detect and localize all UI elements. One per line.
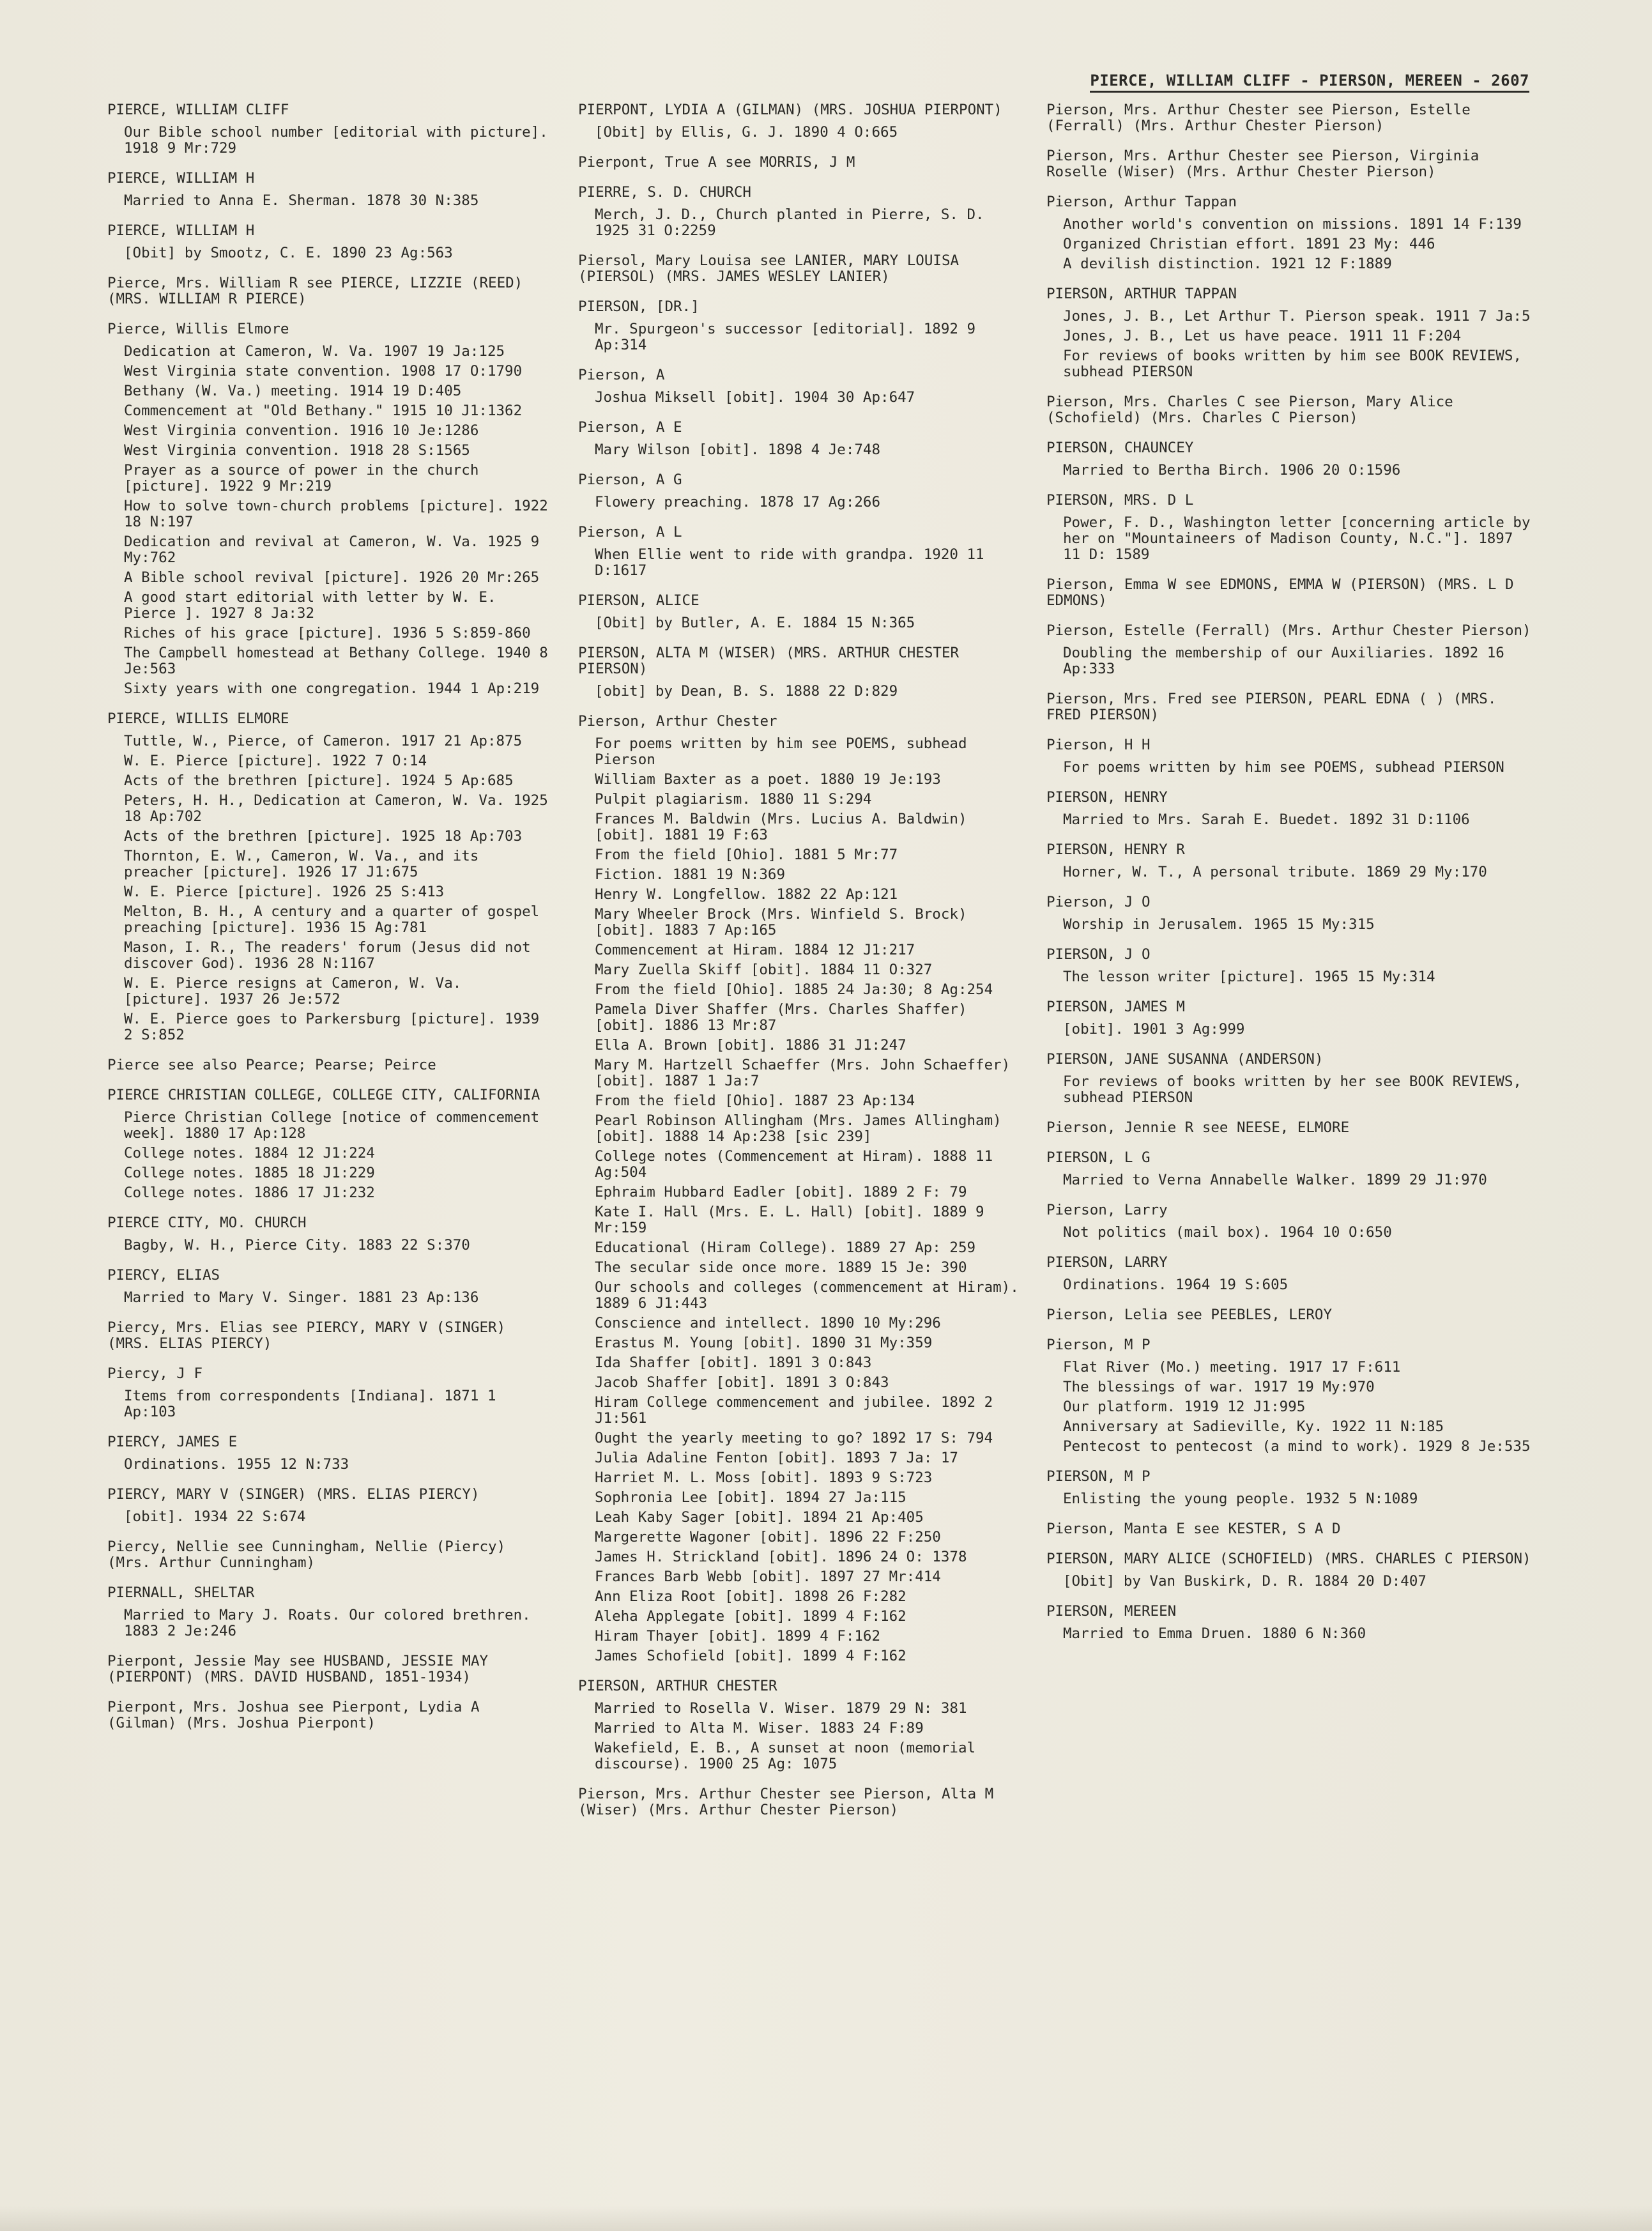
entry-citation: For reviews of books written by him see BOOK REVIEWS, subhead PIERSON [1063,348,1522,380]
entry-heading: PIERSON, JANE SUSANNA (ANDERSON) [1046,1051,1324,1068]
entry-citation: Power, F. D., Washington letter [concerning article by her on "Mountaineers of Madison County, N.C."]. 1897 11 D: 1589 [1063,514,1531,563]
index-entry [107,1087,548,1201]
entry-heading: Pierson, A G [578,471,682,488]
entry-heading: Pierson, Jennie R see NEESE, ELMORE [1046,1119,1350,1136]
entry-heading: PIERSON, MRS. D L [1046,492,1194,509]
index-entry [1046,394,1532,426]
entry-heading: PIERCE CITY, MO. CHURCH [107,1215,307,1231]
entry-citation: Mason, I. R., The readers' forum (Jesus did not discover God). 1936 28 N:1167 [124,939,531,972]
column-right [1046,102,1532,1656]
entry-heading: Pierce see also Pearce; Pearse; Peirce [107,1057,436,1073]
index-entry [107,102,548,157]
index-entry [578,472,1025,510]
entry-citation: Pierce Christian College [notice of commencement week]. 1880 17 Ap:128 [124,1109,540,1142]
index-entry [578,1678,1025,1772]
index-entry [1046,1521,1532,1537]
entry-citation: Married to Emma Druen. 1880 6 N:360 [1063,1625,1366,1642]
entry-heading: Pierson, M P [1046,1337,1151,1353]
entry-heading: Piercy, J F [107,1365,203,1382]
entry-heading: Pierson, H H [1046,737,1151,753]
entry-citation: Married to Rosella V. Wiser. 1879 29 N: 381 [595,1700,967,1717]
index-entry [107,1268,548,1306]
entry-heading: PIERCE CHRISTIAN COLLEGE, COLLEGE CITY, CALIFORNIA [107,1087,540,1103]
entry-citation: Married to Mary J. Roats. Our colored brethren. 1883 2 Je:246 [124,1607,531,1639]
scan-shadow [0,2205,1652,2231]
entry-citation: Our Bible school number [editorial with picture]. 1918 9 Mr:729 [124,124,548,157]
entry-citation: Merch, J. D., Church planted in Pierre, S. D. 1925 31 O:2259 [595,206,984,239]
index-entry [107,171,548,209]
entry-citation: [obit] by Dean, B. S. 1888 22 D:829 [595,683,898,700]
entry-heading: PIERSON, ARTHUR TAPPAN [1046,286,1237,302]
index-entry [107,1653,548,1685]
entry-citation: Dedication and revival at Cameron, W. Va. 1925 9 My:762 [124,533,540,566]
entry-citation: Leah Kaby Sager [obit]. 1894 21 Ap:405 [595,1509,924,1526]
entry-heading: Pierce, Willis Elmore [107,321,289,337]
entry-heading: PIERSON, MARY ALICE (SCHOFIELD) (MRS. CHARLES C PIERSON) [1046,1551,1531,1567]
index-entry [1046,493,1532,563]
entry-heading: PIERSON, L G [1046,1149,1151,1166]
entry-citation: Bethany (W. Va.) meeting. 1914 19 D:405 [124,383,462,399]
entry-heading: Pierson, A E [578,419,682,436]
entry-heading: PIERCE, WILLIS ELMORE [107,710,289,727]
entry-heading: PIERCE, WILLIAM CLIFF [107,102,289,118]
entry-citation: [obit]. 1934 22 S:674 [124,1508,306,1525]
entry-citation: Thornton, E. W., Cameron, W. Va., and its preacher [picture]. 1926 17 J1:675 [124,848,479,880]
entry-citation: W. E. Pierce goes to Parkersburg [picture]. 1939 2 S:852 [124,1011,540,1043]
index-entry [107,711,548,1043]
entry-heading: Pierson, Mrs. Arthur Chester see Pierson, Estelle (Ferrall) (Mrs. Arthur Chester Pierson) [1046,102,1471,134]
entry-citation: Kate I. Hall (Mrs. E. L. Hall) [obit]. 1889 9 Mr:159 [595,1204,984,1236]
entry-citation: Erastus M. Young [obit]. 1890 31 My:359 [595,1335,933,1351]
entry-heading: PIERCE, WILLIAM H [107,170,255,187]
entry-citation: [obit]. 1901 3 Ag:999 [1063,1021,1245,1038]
entry-heading: Piersol, Mary Louisa see LANIER, MARY LOUISA (PIERSOL) (MRS. JAMES WESLEY LANIER) [578,252,960,285]
entry-citation: Married to Bertha Birch. 1906 20 O:1596 [1063,462,1401,479]
index-entry [107,1434,548,1473]
entry-heading: PIERSON, LARRY [1046,1254,1168,1271]
entry-citation: Frances Barb Webb [obit]. 1897 27 Mr:414 [595,1568,941,1585]
entry-citation: Ordinations. 1964 19 S:605 [1063,1276,1289,1293]
entry-citation: Mary Zuella Skiff [obit]. 1884 11 O:327 [595,962,933,978]
index-entry [1046,1469,1532,1507]
entry-citation: Julia Adaline Fenton [obit]. 1893 7 Ja: 17 [595,1450,958,1466]
entry-citation: A good start editorial with letter by W. E. Pierce ]. 1927 8 Ja:32 [124,589,496,622]
index-entry [1046,737,1532,776]
index-entry [1046,999,1532,1038]
entry-heading: PIERSON, ALTA M (WISER) (MRS. ARTHUR CHESTER PIERSON) [578,645,960,677]
column-left [107,102,548,1745]
entry-heading: Pierson, J O [1046,894,1151,910]
index-entry [578,593,1025,631]
entry-citation: Acts of the brethren [picture]. 1925 18 Ap:703 [124,828,523,845]
index-entry [578,1786,1025,1818]
entry-heading: PIERSON, JAMES M [1046,999,1185,1015]
index-entry [578,253,1025,285]
entry-citation: William Baxter as a poet. 1880 19 Je:193 [595,771,941,788]
entry-heading: PIERCY, ELIAS [107,1267,220,1284]
entry-citation: Dedication at Cameron, W. Va. 1907 19 Ja:125 [124,343,505,360]
entry-heading: PIERPONT, LYDIA A (GILMAN) (MRS. JOSHUA PIERPONT) [578,102,1002,118]
entry-citation: Margerette Wagoner [obit]. 1896 22 F:250 [595,1529,941,1545]
entry-heading: PIERSON, J O [1046,946,1151,963]
entry-citation: Henry W. Longfellow. 1882 22 Ap:121 [595,886,898,903]
entry-citation: Acts of the brethren [picture]. 1924 5 Ap:685 [124,772,514,789]
entry-citation: [Obit] by Ellis, G. J. 1890 4 O:665 [595,124,898,141]
entry-heading: Pierson, Mrs. Arthur Chester see Pierson, Virginia Roselle (Wiser) (Mrs. Arthur Chester Pierson) [1046,148,1480,180]
entry-heading: Pierson, Emma W see EDMONS, EMMA W (PIERSON) (MRS. L D EDMONS) [1046,576,1514,609]
entry-heading: PIERRE, S. D. CHURCH [578,184,751,201]
entry-heading: Pierpont, True A see MORRIS, J M [578,154,855,171]
entry-citation: Doubling the membership of our Auxiliaries. 1892 16 Ap:333 [1063,645,1504,677]
entry-citation: Mary M. Hartzell Schaeffer (Mrs. John Schaeffer) [obit]. 1887 1 Ja:7 [595,1057,1011,1089]
entry-citation: Tuttle, W., Pierce, of Cameron. 1917 21 Ap:875 [124,733,523,749]
index-entry [1046,148,1532,180]
entry-citation: Our schools and colleges (commencement at Hiram). 1889 6 J1:443 [595,1279,1019,1312]
index-entry [1046,577,1532,609]
entry-citation: Enlisting the young people. 1932 5 N:1089 [1063,1491,1418,1507]
entry-citation: A devilish distinction. 1921 12 F:1889 [1063,256,1392,272]
index-entry [1046,842,1532,880]
entry-citation: James H. Strickland [obit]. 1896 24 O: 1378 [595,1549,967,1565]
entry-citation: Fiction. 1881 19 N:369 [595,866,786,883]
entry-citation: For poems written by him see POEMS, subhead Pierson [595,735,967,768]
entry-heading: Pierpont, Mrs. Joshua see Pierpont, Lydia A (Gilman) (Mrs. Joshua Pierpont) [107,1699,480,1731]
entry-heading: PIERSON, HENRY R [1046,841,1185,858]
entry-heading: PIERCE, WILLIAM H [107,222,255,239]
entry-citation: Married to Mrs. Sarah E. Buedet. 1892 31 D:1106 [1063,811,1470,828]
index-entry [578,299,1025,353]
column-middle [578,102,1025,1832]
entry-citation: College notes. 1884 12 J1:224 [124,1145,375,1162]
entry-citation: Pentecost to pentecost (a mind to work). 1929 8 Je:535 [1063,1438,1531,1455]
entry-citation: College notes (Commencement at Hiram). 1888 11 Ag:504 [595,1148,993,1181]
entry-citation: Commencement at Hiram. 1884 12 J1:217 [595,942,915,958]
entry-heading: PIERNALL, SHELTAR [107,1584,255,1601]
entry-heading: Pierson, Mrs. Arthur Chester see Pierson, Alta M (Wiser) (Mrs. Arthur Chester Pierson) [578,1786,994,1818]
entry-citation: Ordinations. 1955 12 N:733 [124,1456,349,1473]
index-entry [1046,1052,1532,1106]
entry-citation: The blessings of war. 1917 19 My:970 [1063,1379,1375,1395]
index-entry [1046,286,1532,380]
entry-citation: Mary Wheeler Brock (Mrs. Winfield S. Brock) [obit]. 1883 7 Ap:165 [595,906,967,939]
index-entry [1046,623,1532,677]
entry-citation: Ella A. Brown [obit]. 1886 31 J1:247 [595,1037,906,1054]
index-entry [578,525,1025,579]
index-entry [107,1057,548,1073]
index-entry [107,1320,548,1352]
entry-citation: Not politics (mail box). 1964 10 O:650 [1063,1224,1392,1241]
index-entry [107,1366,548,1420]
index-entry [1046,947,1532,985]
entry-citation: Mary Wilson [obit]. 1898 4 Je:748 [595,441,881,458]
entry-heading: PIERSON, ARTHUR CHESTER [578,1678,777,1694]
entry-heading: Pierson, Arthur Chester [578,713,777,730]
index-entry [1046,1604,1532,1642]
entry-citation: Ann Eliza Root [obit]. 1898 26 F:282 [595,1588,906,1605]
index-entry [1046,894,1532,933]
entry-citation: The Campbell homestead at Bethany College. 1940 8 Je:563 [124,645,548,677]
entry-citation: Horner, W. T., A personal tribute. 1869 29 My:170 [1063,864,1487,880]
entry-heading: Pierson, Larry [1046,1202,1168,1218]
index-entry [107,1539,548,1571]
index-entry [107,1585,548,1639]
index-entry [1046,1255,1532,1293]
entry-citation: For reviews of books written by her see BOOK REVIEWS, subhead PIERSON [1063,1073,1522,1106]
index-entry [1046,194,1532,272]
entry-citation: W. E. Pierce [picture]. 1926 25 S:413 [124,884,445,900]
entry-heading: PIERSON, ALICE [578,592,700,609]
entry-citation: The lesson writer [picture]. 1965 15 My:314 [1063,969,1435,985]
entry-citation: Melton, B. H., A century and a quarter of gospel preaching [picture]. 1936 15 Ag:781 [124,903,540,936]
entry-citation: When Ellie went to ride with grandpa. 1920 11 D:1617 [595,546,984,579]
entry-citation: [Obit] by Butler, A. E. 1884 15 N:365 [595,615,915,631]
entry-citation: Hiram College commencement and jubilee. 1892 2 J1:561 [595,1394,993,1427]
entry-heading: PIERSON, CHAUNCEY [1046,440,1194,456]
entry-heading: Pierson, A L [578,524,682,540]
entry-heading: Pierson, Estelle (Ferrall) (Mrs. Arthur Chester Pierson) [1046,622,1531,639]
entry-citation: Aleha Applegate [obit]. 1899 4 F:162 [595,1608,906,1625]
entry-citation: From the field [Ohio]. 1887 23 Ap:134 [595,1092,915,1109]
index-entry [1046,1202,1532,1241]
entry-heading: PIERCY, JAMES E [107,1434,238,1450]
entry-heading: Pierpont, Jessie May see HUSBAND, JESSIE MAY (PIERPONT) (MRS. DAVID HUSBAND, 1851-1934) [107,1653,489,1685]
entry-citation: College notes. 1885 18 J1:229 [124,1165,375,1181]
entry-citation: [Obit] by Van Buskirk, D. R. 1884 20 D:407 [1063,1573,1426,1590]
entry-heading: Pierson, Arthur Tappan [1046,194,1237,210]
index-entry [107,1215,548,1254]
entry-citation: Married to Anna E. Sherman. 1878 30 N:385 [124,192,479,209]
entry-citation: Jones, J. B., Let us have peace. 1911 11 F:204 [1063,328,1462,344]
entry-citation: Jacob Shaffer [obit]. 1891 3 O:843 [595,1374,889,1391]
entry-citation: The secular side once more. 1889 15 Je: 390 [595,1259,967,1276]
entry-citation: Hiram Thayer [obit]. 1899 4 F:162 [595,1628,881,1644]
entry-citation: Pamela Diver Shaffer (Mrs. Charles Shaffer) [obit]. 1886 13 Mr:87 [595,1001,967,1034]
entry-heading: PIERSON, MEREEN [1046,1603,1177,1620]
entry-citation: [Obit] by Smootz, C. E. 1890 23 Ag:563 [124,245,453,261]
index-entry [578,102,1025,141]
entry-citation: Our platform. 1919 12 J1:995 [1063,1399,1306,1415]
entry-heading: PIERCY, MARY V (SINGER) (MRS. ELIAS PIERCY) [107,1486,480,1503]
entry-citation: A Bible school revival [picture]. 1926 20 Mr:265 [124,569,540,586]
index-entry [1046,1150,1532,1188]
entry-citation: Married to Verna Annabelle Walker. 1899 29 J1:970 [1063,1172,1487,1188]
entry-citation: West Virginia convention. 1918 28 S:1565 [124,442,470,459]
index-entry [578,155,1025,171]
index-entry [578,185,1025,239]
entry-citation: Ephraim Hubbard Eadler [obit]. 1889 2 F: 79 [595,1184,967,1200]
entry-heading: PIERSON, M P [1046,1468,1151,1485]
index-entry [1046,102,1532,134]
entry-heading: Piercy, Mrs. Elias see PIERCY, MARY V (SINGER) (MRS. ELIAS PIERCY) [107,1319,506,1352]
entry-citation: Jones, J. B., Let Arthur T. Pierson speak. 1911 7 Ja:5 [1063,308,1531,325]
index-entry [107,1487,548,1525]
entry-citation: James Schofield [obit]. 1899 4 F:162 [595,1648,906,1664]
running-header: PIERCE, WILLIAM CLIFF - PIERSON, MEREEN - 2607 [1090,72,1529,93]
index-entry [1046,1337,1532,1455]
entry-heading: Pierson, Manta E see KESTER, S A D [1046,1521,1341,1537]
entry-citation: Ida Shaffer [obit]. 1891 3 O:843 [595,1354,872,1371]
index-entry [1046,1307,1532,1323]
index-entry [107,321,548,697]
entry-citation: Mr. Spurgeon's successor [editorial]. 1892 9 Ap:314 [595,321,976,353]
entry-citation: West Virginia convention. 1916 10 Je:1286 [124,422,479,439]
entry-heading: Pierce, Mrs. William R see PIERCE, LIZZIE (REED) (MRS. WILLIAM R PIERCE) [107,275,523,307]
entry-citation: Anniversary at Sadieville, Ky. 1922 11 N:185 [1063,1418,1444,1435]
entry-citation: Flat River (Mo.) meeting. 1917 17 F:611 [1063,1359,1401,1376]
entry-citation: Educational (Hiram College). 1889 27 Ap: 259 [595,1239,976,1256]
index-entry [1046,440,1532,479]
entry-citation: W. E. Pierce resigns at Cameron, W. Va. [picture]. 1937 26 Je:572 [124,975,462,1008]
entry-citation: Flowery preaching. 1878 17 Ag:266 [595,494,881,510]
index-entry [578,420,1025,458]
entry-citation: West Virginia state convention. 1908 17 O:1790 [124,363,523,379]
index-entry [1046,691,1532,723]
entry-heading: Pierson, Mrs. Charles C see Pierson, Mary Alice (Schofield) (Mrs. Charles C Pierson) [1046,394,1453,426]
index-entry [1046,1551,1532,1590]
entry-citation: Conscience and intellect. 1890 10 My:296 [595,1315,941,1331]
entry-citation: Commencement at "Old Bethany." 1915 10 J1:1362 [124,402,523,419]
entry-heading: Piercy, Nellie see Cunningham, Nellie (Piercy) (Mrs. Arthur Cunningham) [107,1538,506,1571]
entry-heading: Pierson, A [578,367,665,383]
entry-citation: College notes. 1886 17 J1:232 [124,1184,375,1201]
entry-citation: Pulpit plagiarism. 1880 11 S:294 [595,791,872,808]
index-entry [1046,790,1532,828]
index-entry [107,275,548,307]
entry-citation: Peters, H. H., Dedication at Cameron, W. Va. 1925 18 Ap:702 [124,792,548,825]
entry-citation: Ought the yearly meeting to go? 1892 17 S: 794 [595,1430,993,1446]
entry-citation: Bagby, W. H., Pierce City. 1883 22 S:370 [124,1237,470,1254]
entry-citation: For poems written by him see POEMS, subhead PIERSON [1063,759,1504,776]
index-entry [578,714,1025,1664]
index-entry [107,223,548,261]
entry-citation: Worship in Jerusalem. 1965 15 My:315 [1063,916,1375,933]
entry-citation: Sixty years with one congregation. 1944 1 Ap:219 [124,680,540,697]
index-entry [578,367,1025,406]
entry-citation: Sophronia Lee [obit]. 1894 27 Ja:115 [595,1489,906,1506]
entry-citation: Married to Mary V. Singer. 1881 23 Ap:136 [124,1289,479,1306]
entry-citation: W. E. Pierce [picture]. 1922 7 O:14 [124,753,427,769]
entry-citation: Harriet M. L. Moss [obit]. 1893 9 S:723 [595,1469,933,1486]
entry-citation: Prayer as a source of power in the church [picture]. 1922 9 Mr:219 [124,462,479,494]
entry-citation: Married to Alta M. Wiser. 1883 24 F:89 [595,1720,924,1736]
entry-citation: Another world's convention on missions. 1891 14 F:139 [1063,216,1522,233]
entry-heading: PIERSON, HENRY [1046,789,1168,806]
entry-heading: Pierson, Mrs. Fred see PIERSON, PEARL EDNA ( ) (MRS. FRED PIERSON) [1046,691,1497,723]
index-entry [578,645,1025,700]
entry-citation: How to solve town-church problems [picture]. 1922 18 N:197 [124,498,548,530]
entry-citation: Frances M. Baldwin (Mrs. Lucius A. Baldwin) [obit]. 1881 19 F:63 [595,811,967,843]
entry-citation: Pearl Robinson Allingham (Mrs. James Allingham) [obit]. 1888 14 Ap:238 [sic 239] [595,1112,1002,1145]
entry-citation: Riches of his grace [picture]. 1936 5 S:859-860 [124,625,531,641]
entry-citation: Items from correspondents [Indiana]. 1871 1 Ap:103 [124,1388,496,1420]
entry-heading: Pierson, Lelia see PEEBLES, LEROY [1046,1307,1333,1323]
index-entry [1046,1120,1532,1136]
entry-citation: From the field [Ohio]. 1885 24 Ja:30; 8 Ag:254 [595,981,993,998]
entry-heading: PIERSON, [DR.] [578,298,700,315]
entry-citation: Organized Christian effort. 1891 23 My: 446 [1063,236,1435,252]
index-entry [107,1699,548,1731]
entry-citation: From the field [Ohio]. 1881 5 Mr:77 [595,847,898,863]
entry-citation: Joshua Miksell [obit]. 1904 30 Ap:647 [595,389,915,406]
entry-citation: Wakefield, E. B., A sunset at noon (memorial discourse). 1900 25 Ag: 1075 [595,1740,976,1772]
